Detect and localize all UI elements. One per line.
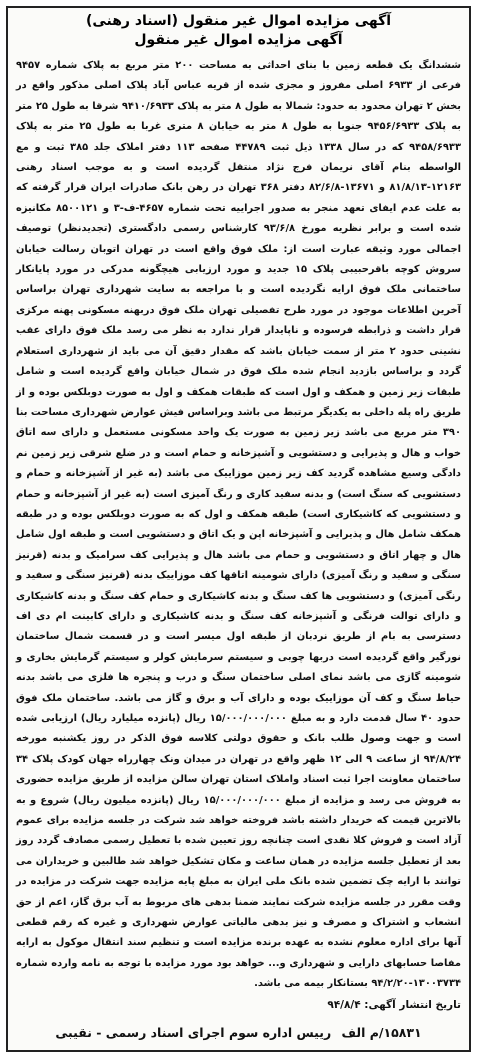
notice-page [6,6,471,1052]
publish-date-value: ۹۴/۸/۴ [327,998,361,1011]
signature-line [8,1024,469,1042]
signature-reference-id: ۱۵۸۳۱/م الف [341,1025,422,1040]
publish-date-label: تاریخ انتشار آگهی: [364,998,461,1011]
publish-date-line [8,995,469,1015]
notice-title-primary: آگهی مزایده اموال غیر منقول (اسناد رهنی) [85,13,392,29]
notice-header [8,8,469,50]
signature-title: رییس اداره سوم اجرای اسناد رسمی - نقیبی [55,1025,332,1040]
notice-body-paragraph: ششدانگ یک قطعه زمین با بنای احداثی به مساحت ۲۰۰ متر مربع به پلاک شماره ۹۴۵۷ فرعی از ۶۹۳۳ اصلی مفروز و مجزی شده از قریه عباس آباد پلاک اصلی مذکور واقع در بخش ۲ تهران محدود به حدود: شمالا به طول ۸ متر به پلاک ۹۴۱۰/۶۹۳۳ شرقا به طول ۲۵ متر به پلاک ۹۴۵۶/۶۹۳۳ جنوبا به طول ۸ متر به خیابان ۸ متری غربا به طول ۲۵ متر به پلاک ۹۴۵۸/۶۹۳۳ که در سال ۱۳۳۸ ذیل ثبت ۴۴۷۸۹ صفحه ۱۱۳ دفتر املاک جلد ۳۸۵ ثبت و مع الواسطه بنام آقای نریمان فرج نژاد منتقل گردیده است و به موجب اسناد رهنی ۱۲۱۶۳-۸۱/۸/۱۳ و ۱۳۶۷۱-۸۲/۶/۸ دفتر ۳۶۸ تهران در رهن بانک صادرات ایران قرار گرفته که به علت عدم ایفای تعهد منجر به صدور اجراییه تحت شماره ۴۶۵۷-ف-۳ و ۸۵۰۰۱۲۱ مکانیزه شده است و برابر نظریه مورخ ۹۳/۶/۸ کارشناس رسمی دادگستری (تجدیدنظر) توصیف اجمالی مورد وثیقه عبارت است از: ملک فوق واقع است در تهران اتوبان رسالت خیابان سروش کوچه باقرحبیبی پلاک ۱۵ جدید و مورد ارزیابی هیچگونه مدرکی در مورد پایانکار ساختمانی ملک فوق ارایه نگردیده است و با مراجعه به سایت شهرداری تهران براساس آخرین اطلاعات موجود در مورد طرح تفصیلی تهران ملک فوق دربهنه مسکونی پهنه مرکزی قرار داشت و ذرابطه فرسوده و ناپایدار قرار ندارد به نظر می رسد ملک فوق دارای عقب نشینی حدود ۲ متر از سمت خیابان باشد که مقدار دقیق آن می باید از شهرداری استعلام گردد و براساس بازدید انجام شده ملک فوق در شمال خیابان واقع گردیده است و شامل طبقات زیر زمین و همکف و اول است که طبقات همکف و اول به صورت دوبلکس بوده و از طریق راه پله داخلی به یکدیگر مرتبط می باشد وبراساس فیش عوارض شهرداری مساحت بنا ۳۹۰ متر مربع می باشد زیر زمین به صورت یک واحد مسکونی مستعمل و دارای سه اتاق خواب و هال و پذیرایی و دستشویی و آشپزخانه و حمام است و در ضلع شرقی زیر زمین نم دادگی وسیع مشاهده گردید کف زیر زمین موزاییک می باشد (به غیر از آشپزخانه و حمام و دستشویی که سنگ است) و بدنه سفید کاری و رنگ آمیزی است (به غیر از آشپزخانه و حمام و دستشویی که کاشیکاری است) طبقه همکف و اول که به صورت دوبلکس بوده و در طبقه همکف شامل هال و پذیرایی و آشپزخانه اپن و یک اتاق و دستشویی است و طبقه اول شامل هال و چهار اتاق و دستشویی و حمام می باشد هال و پذیرایی کف سرامیک و بدنه (قرنیز سنگی و سفید و رنگ آمیزی) دارای شومینه اتاقها کف موزاییک بدنه (قرنیز سنگی و سفید و رنگی آمیزی) و دستشویی ها کف سنگ و بدنه کاشیکاری و حمام کف سنگ و بدنه کاشیکاری و دارای توالت فرنگی و آشپزخانه کف سنگ و بدنه کاشیکاری و دارای کابینت ام دی اف دسترسی به بام از طریق نردبان از طبقه اول میسر است و در قسمت شمال ساختمان نورگیر واقع گردیده است دربها چوبی و سیستم سرمایش کولر و سیستم گرمایش بخاری و شومینه گازی می باشد نمای اصلی ساختمان سنگ و درب و پنجره ها فلزی می باشد بدنه حیاط سنگ و کف آن موزاییک بوده و دارای آب و برق و گاز می باشد. ساختمان ملک فوق حدود ۴۰ سال قدمت دارد و به مبلغ ۱۵/۰۰۰/۰۰۰/۰۰۰ ریال (پانزده میلیارد ریال) ارزیابی شده است و جهت وصول طلب بانک و حقوق دولتی کلاسه فوق الذکر در روز یکشنبه مورخه ۹۴/۸/۲۴ از ساعت ۹ الی ۱۲ ظهر واقع در تهران در میدان ونک چهارراه جهان کودک پلاک ۳۴ ساختمان معاونت اجرا ثبت اسناد واملاک استان تهران سالن مزایده از طریق مزایده حضوری به فروش می رسد و مزایده از مبلغ ۱۵/۰۰۰/۰۰۰/۰۰۰ ریال (پانزده میلیون ریال) شروع و به بالاترین قیمت که خریدار داشته باشد فروخته خواهد شد شرکت در جلسه مزایده برای عموم آزاد است و فروش کلا نقدی است چنانچه روز تعیین شده با تعطیل رسمی مصادف گردد روز بعد از تعطیل جلسه مزایده در همان ساعت و مکان تشکیل خواهد شد طالبین و خریداران می توانند با ارایه چک تضمین شده بانک ملی ایران به مبلغ پایه مزایده جهت شرکت در مزایده در وقت مقرر در جلسه مزایده شرکت نمایند ضمنا بدهی های مربوط به آب برق گاز، اعم از حق انشعاب و اشتراک و مصرف و نیز بدهی مالیاتی عوارض شهرداری و غیره که رقم قطعی آنها برای اداره معلوم نشده به عهده برنده مزایده است و تنظیم سند انتقال موکول به ارایه مفاصا حسابهای دارایی و شهرداری و... خواهد بود مورد مزایده با توجه به نامه وارده شماره ۱۳۰۰۳۷۳۴-۹۴/۲/۲۰ بستانکار بیمه می باشد. [16,60,462,990]
notice-body [8,50,469,995]
notice-title-secondary: آگهی مزایده اموال غیر منقول [134,32,343,48]
